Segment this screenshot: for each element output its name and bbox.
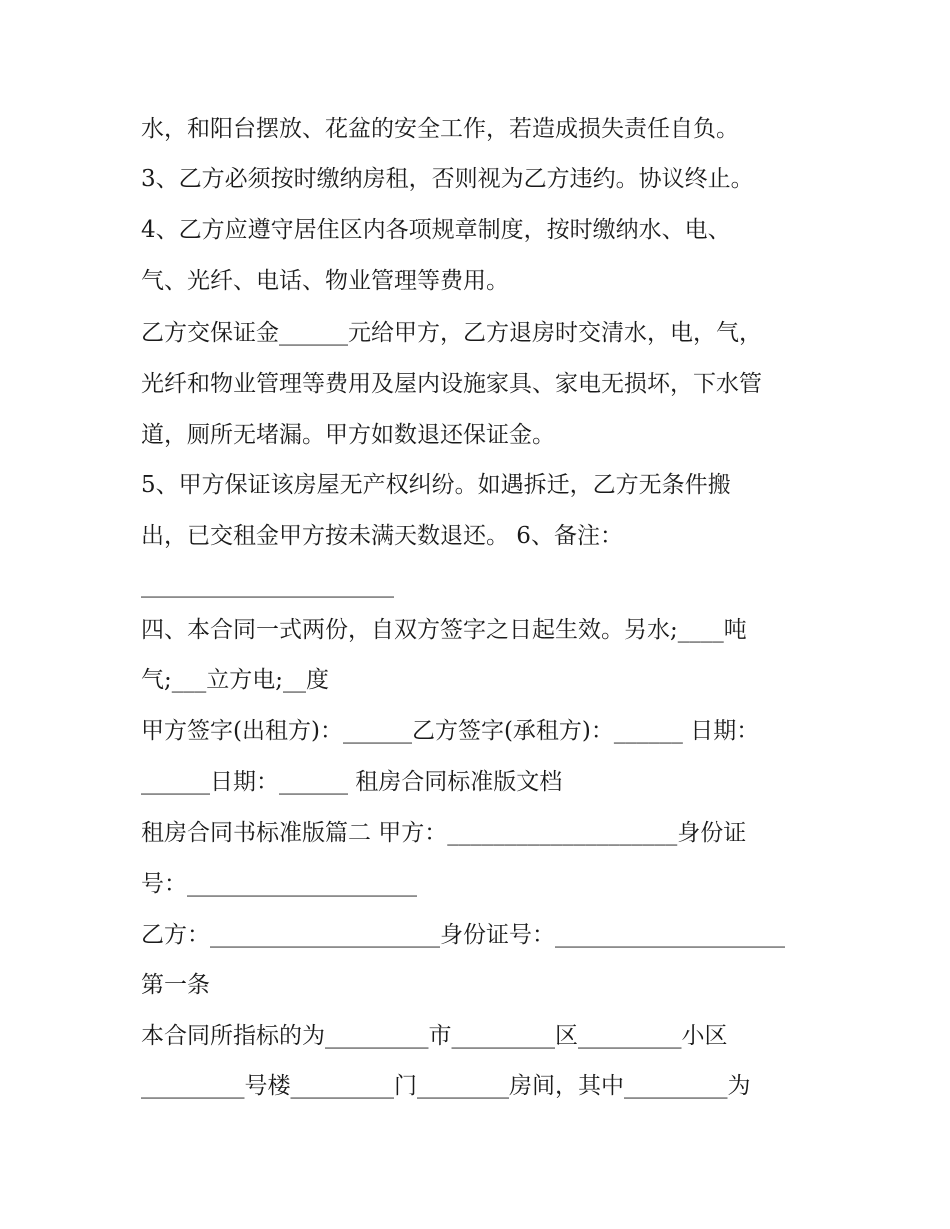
text-line: _________号楼_________门________房间，其中_________为 (141, 1073, 751, 1099)
text-line: 5、甲方保证该房屋无产权纠纷。如遇拆迁，乙方无条件搬 (141, 472, 731, 498)
text-line: 气;___立方电;__度 (141, 667, 329, 693)
text-line: 4、乙方应遵守居住区内各项规章制度，按时缴纳水、电、 (141, 217, 731, 243)
text-line: ______日期：______ 租房合同标准版文档 (141, 769, 563, 795)
text-line: 3、乙方必须按时缴纳房租，否则视为乙方违约。协议终止。 (141, 166, 754, 192)
text-line: 光纤和物业管理等费用及屋内设施家具、家电无损坏，下水管 (141, 371, 762, 397)
text-line: 出，已交租金甲方按未满天数退还。 6、备注： (141, 523, 623, 549)
text-line: 四、本合同一式两份，自双方签字之日起生效。另水;____吨 (141, 617, 747, 643)
blank-underline: ______________________ (141, 572, 394, 598)
text-line: 乙方：____________________身份证号：____________________ (141, 922, 785, 948)
text-line: 甲方签字(出租方)：______乙方签字(承租方)：______ 日期： (141, 718, 760, 744)
section-heading: 第一条 (141, 972, 210, 998)
text-line: 水，和阳台摆放、花盆的安全工作，若造成损失责任自负。 (141, 116, 739, 142)
text-line: 租房合同书标准版篇二 甲方：____________________身份证 (141, 820, 747, 846)
text-line: 气、光纤、电话、物业管理等费用。 (141, 268, 509, 294)
text-line: 本合同所指标的为_________市_________区_________小区 (141, 1023, 728, 1049)
text-line: 乙方交保证金______元给甲方，乙方退房时交清水，电，气， (141, 320, 762, 346)
text-line: 道，厕所无堵漏。甲方如数退还保证金。 (141, 422, 555, 448)
text-line: 号：____________________ (141, 871, 417, 897)
